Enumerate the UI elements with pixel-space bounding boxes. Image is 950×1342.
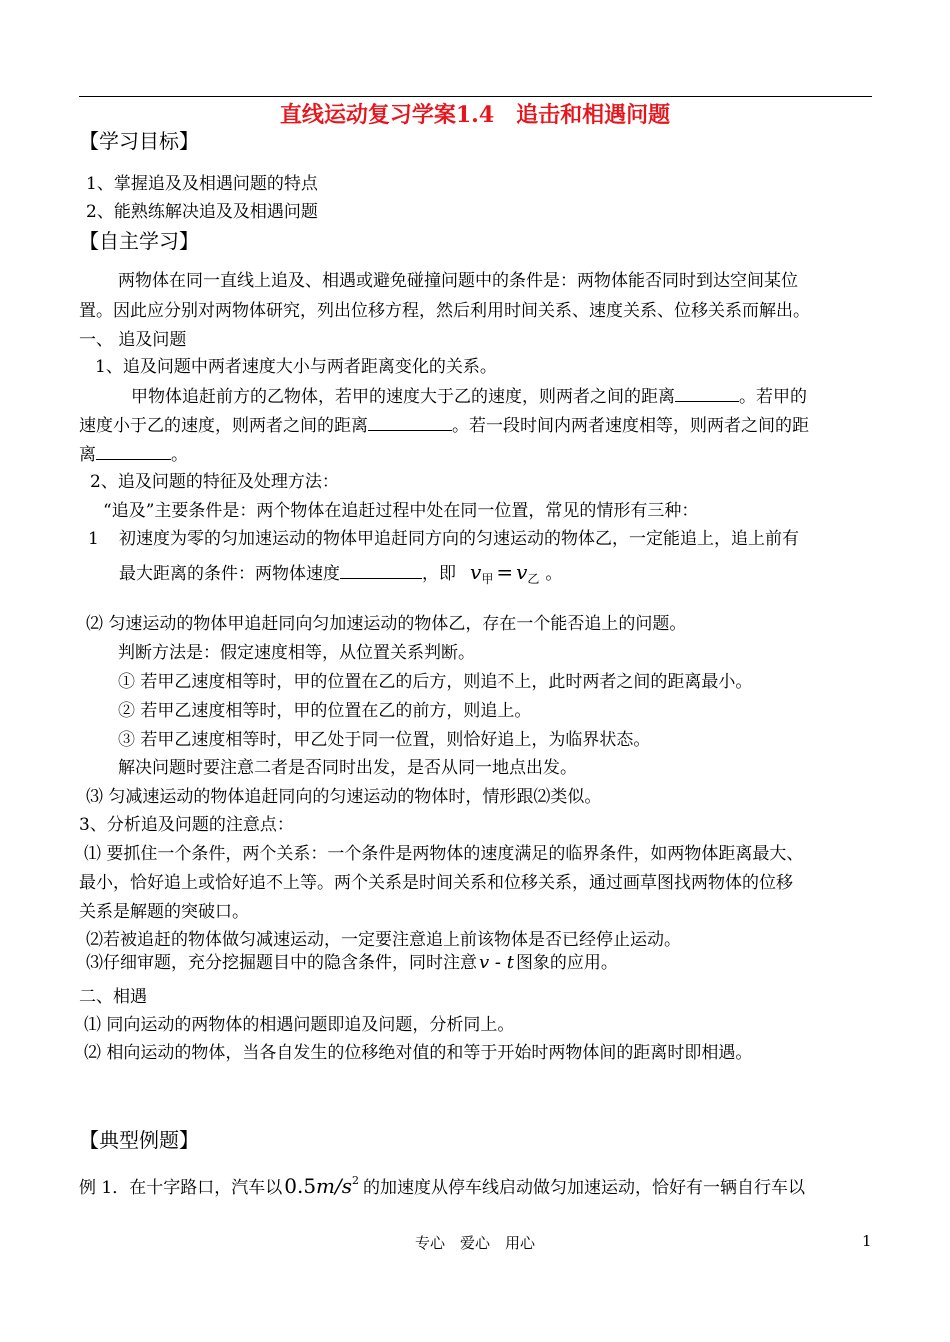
acc-unit: m/s [316, 1174, 353, 1198]
case2-method: 判断方法是：假定速度相等，从位置关系判断。 [118, 643, 475, 663]
case1-b-text: 最大距离的条件：两物体速度 [119, 564, 340, 584]
page-number: 1 [862, 1232, 872, 1250]
velocity-formula: $v_甲 = v_乙$ [470, 560, 540, 586]
case3: ⑶ 匀减速运动的物体追赶同向的匀速运动的物体时，情形跟⑵类似。 [86, 787, 602, 807]
p1-sub1: 1、追及问题中两者速度大小与两者距离变化的关系。 [95, 357, 497, 377]
blank-answer-2[interactable] [368, 414, 452, 431]
p1-b-end: 。若一段时间内两者速度相等，则两者之间的距 [452, 416, 809, 436]
blank-answer-1[interactable] [675, 385, 739, 402]
p1-line-b [79, 414, 809, 437]
p1-a-end: 。若甲的 [739, 387, 807, 407]
objective-2: 2、能熟练解决追及及相遇问题 [86, 202, 318, 222]
p1-b-text: 速度小于乙的速度，则两者之间的距离 [79, 416, 368, 436]
acc-number: 0.5 [284, 1174, 317, 1198]
blank-answer-3[interactable] [96, 443, 171, 460]
p1-line-c [79, 443, 188, 466]
p1-sub3: 3、分析追及问题的注意点： [79, 815, 294, 835]
p1-sub2: 2、追及问题的特征及处理方法： [90, 472, 339, 492]
case1-line-b [119, 561, 562, 590]
blank-answer-4[interactable] [340, 562, 422, 579]
self-study-header: 【自主学习】 [79, 229, 199, 253]
case2-item-3: ③ 若甲乙速度相等时，甲乙处于同一位置，则恰好追上，为临界状态。 [118, 730, 651, 750]
meet-1: ⑴ 同向运动的两物体的相遇问题即追及问题，分析同上。 [84, 1015, 515, 1035]
acc-exponent: 2 [352, 1174, 360, 1187]
header-rule [79, 96, 872, 97]
footer-slogan: 专心 爱心 用心 [414, 1234, 535, 1252]
part1-header: 一、 追及问题 [79, 330, 187, 350]
case2: ⑵ 匀速运动的物体甲追赶同向匀加速运动的物体乙，存在一个能否追上的问题。 [86, 614, 687, 634]
formula-sub-yi: 乙 [527, 572, 540, 586]
p1-c-text: 离 [79, 445, 96, 465]
example-1-text-b: 的加速度从停车线启动做匀加速运动，恰好有一辆自行车以 [363, 1178, 806, 1198]
examples-header: 【典型例题】 [79, 1128, 199, 1152]
part2-header: 二、相遇 [79, 987, 147, 1007]
vt-formula: v - t [479, 952, 514, 973]
p1-line-a [131, 385, 807, 408]
note1-line-a: ⑴ 要抓住一个条件，两个关系：一个条件是两物体的速度满足的临界条件，如两物体距离最大、 [84, 844, 804, 864]
p1-main: “追及”主要条件是：两个物体在追赶过程中处在同一位置，常见的情形有三种： [103, 501, 699, 521]
case2-item-2: ② 若甲乙速度相等时，甲的位置在乙的前方，则追上。 [118, 701, 532, 721]
case2-note: 解决问题时要注意二者是否同时出发，是否从同一地点出发。 [118, 758, 577, 778]
document-title: 直线运动复习学案1.4 追击和相遇问题 [279, 102, 671, 128]
example-1-line [79, 1170, 805, 1199]
acceleration-formula [284, 1174, 359, 1198]
p1-a-text: 甲物体追赶前方的乙物体，若甲的速度大于乙的速度，则两者之间的距离 [131, 387, 675, 407]
objective-1: 1、掌握追及及相遇问题的特点 [86, 174, 318, 194]
case1-line-a: 初速度为零的匀加速运动的物体甲追赶同方向的匀速运动的物体乙，一定能追上，追上前有 [119, 529, 799, 549]
meet-2: ⑵ 相向运动的物体，当各自发生的位移绝对值的和等于开始时两物体间的距离时即相遇。 [84, 1043, 753, 1063]
example-1-text-a: 例 1．在十字路口，汽车以 [79, 1178, 283, 1198]
case2-item-1: ① 若甲乙速度相等时，甲的位置在乙的后方，则追不上，此时两者之间的距离最小。 [118, 672, 753, 692]
case1-number: 1 [88, 529, 99, 549]
intro-line-2: 置。因此应分别对两物体研究，列出位移方程，然后利用时间关系、速度关系、位移关系而解出。 [79, 301, 810, 321]
case1-b-mid: ，即 [422, 564, 456, 584]
case1-b-end: 。 [545, 564, 563, 584]
note3-text-a: ⑶仔细审题，充分挖掘题目中的隐含条件，同时注意 [86, 953, 477, 973]
note1-line-c: 关系是解题的突破口。 [79, 902, 249, 922]
p1-c-end: 。 [171, 445, 188, 465]
formula-equals: = [496, 560, 514, 584]
intro-line-1: 两物体在同一直线上追及、相遇或避免碰撞问题中的条件是：两物体能否同时到达空间某位 [118, 271, 798, 291]
objectives-header: 【学习目标】 [79, 129, 199, 153]
note3 [86, 952, 618, 974]
note1-line-b: 最小，恰好追上或恰好追不上等。两个关系是时间关系和位移关系，通过画草图找两物体的位移 [79, 873, 793, 893]
formula-sub-jia: 甲 [481, 572, 494, 586]
note3-text-b: 图象的应用。 [515, 953, 618, 973]
note2: ⑵若被追赶的物体做匀减速运动，一定要注意追上前该物体是否已经停止运动。 [86, 930, 681, 950]
